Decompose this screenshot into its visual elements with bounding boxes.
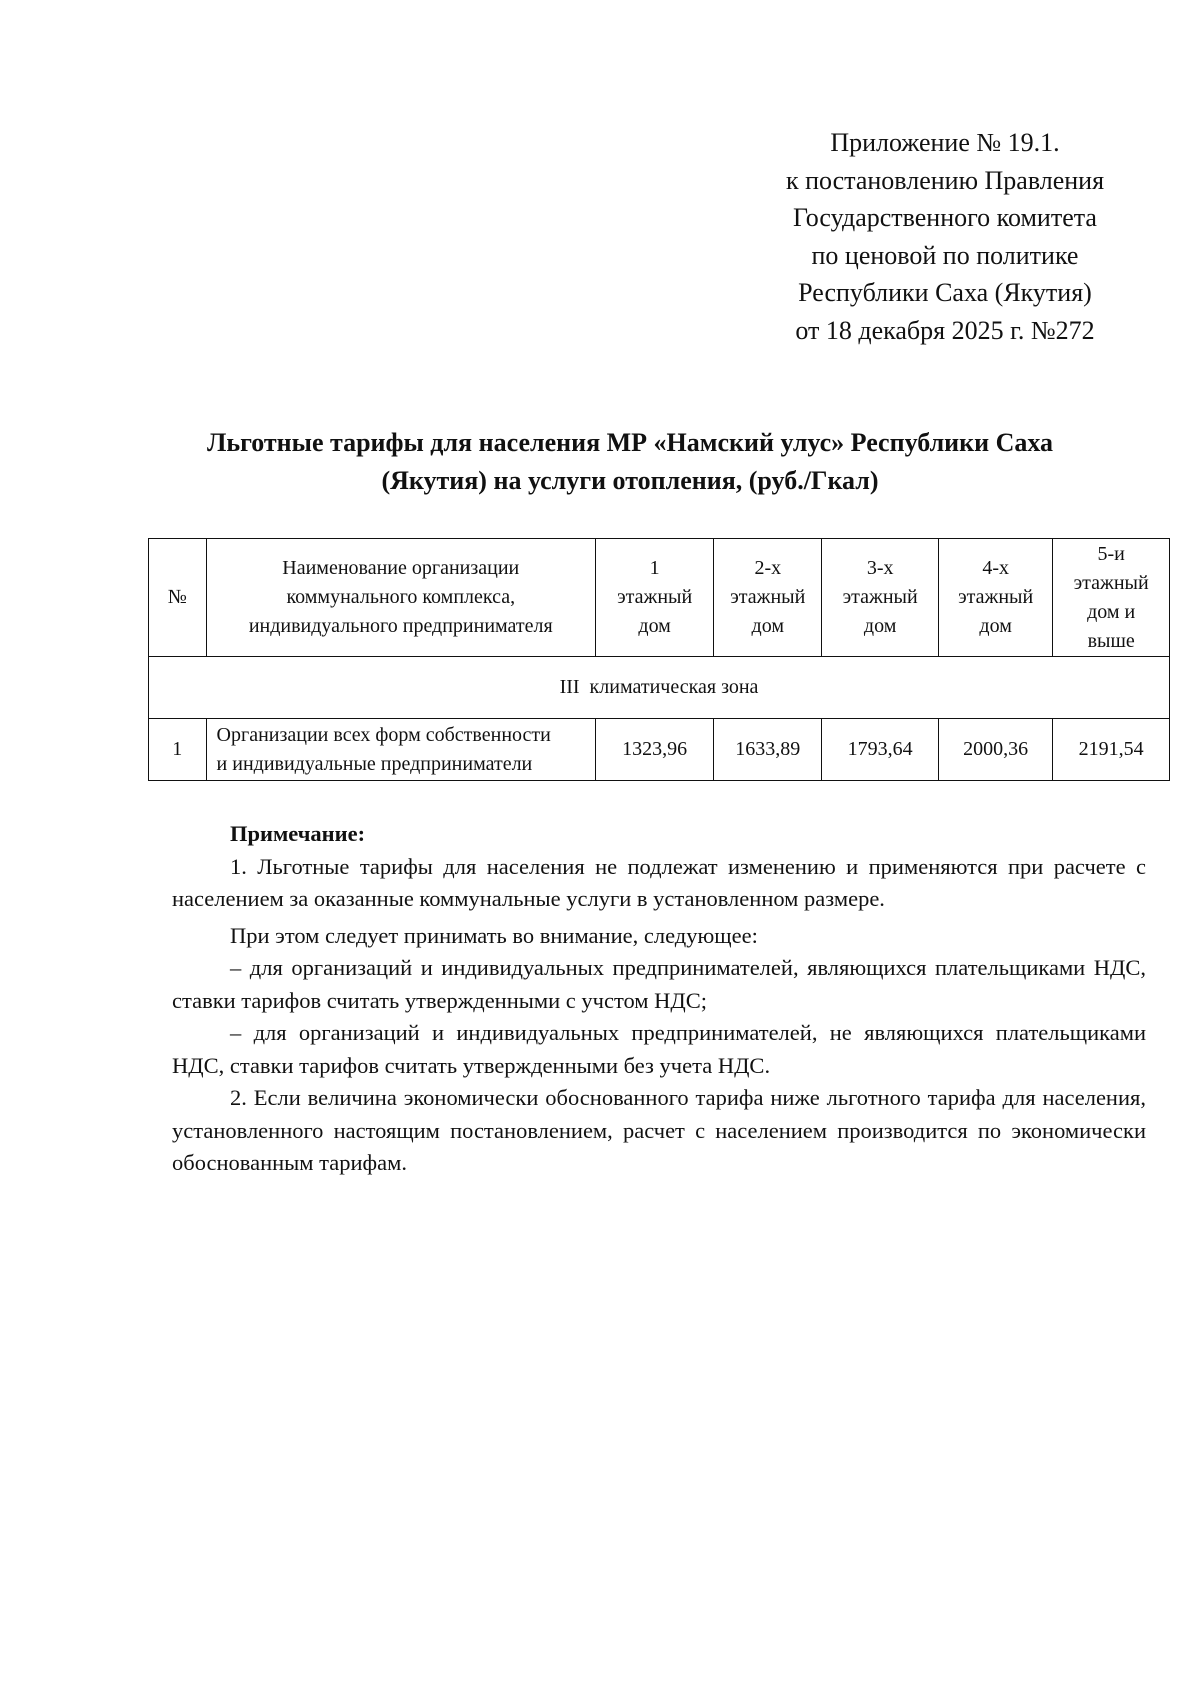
appendix-line: Государственного комитета [793,203,1097,232]
header-col-1: 1 этажный дом [596,539,714,657]
note-paragraph: 1. Льготные тарифы для населения не подлежат изменению и применяются при расчете с населением за оказанные коммунальные услуги в установленном размере. [172,853,1146,911]
value-cell: 1633,89 [714,719,822,781]
header-col-2: 2-х этажный дом [714,539,822,657]
value-cell: 2000,36 [938,719,1052,781]
value-cell: 2191,54 [1053,719,1170,781]
row-num-cell: 1 [149,719,207,781]
appendix-line: от 18 декабря 2025 г. №272 [795,315,1095,345]
header-col-3: 3-х этажный дом [822,539,939,657]
title-line: (Якутия) на услуги отопления, (руб./Гкал) [381,466,879,495]
note-paragraph: 2. Если величина экономически обоснованного тарифа ниже льготного тарифа для населения, установленного настоящим постановлением, расчет с населением производится по экономически обоснованным тарифам. [172,1085,1146,1175]
table-zone-row [149,657,1170,719]
notes-section [172,818,1146,1180]
note-paragraph: – для организаций и индивидуальных предпринимателей, не являющихся плательщиками НДС, ставки тарифов считать утвержденными без учета НДС. [172,1020,1146,1078]
header-num: № [149,539,207,657]
header-name: Наименование организации коммунального комплекса, индивидуального предпринимателя [206,539,595,657]
value-cell: 1323,96 [596,719,714,781]
tariff-table [148,538,1170,781]
row-name-cell: Организации всех форм собственности и индивидуальные предприниматели [206,719,595,781]
document-title [150,424,1110,500]
title-line: Льготные тарифы для населения МР «Намский улус» Республики Саха [206,428,1054,457]
header-col-5: 5-и этажный дом и выше [1053,539,1170,657]
value-cell: 1793,64 [822,719,939,781]
appendix-line: по ценовой по политике [811,240,1079,270]
note-paragraph: При этом следует принимать во внимание, следующее: [230,922,758,948]
appendix-line: к постановлению Правления [785,165,1105,195]
header-col-4: 4-х этажный дом [938,539,1052,657]
table-row [149,719,1170,781]
zone-cell: III климатическая зона [149,657,1170,719]
appendix-line: Республики Саха (Якутия) [798,278,1092,307]
notes-heading: Примечание: [230,821,366,846]
appendix-line: Приложение № 19.1. [830,128,1060,157]
note-paragraph: – для организаций и индивидуальных предпринимателей, являющихся плательщиками НДС, ставки тарифов считать утвержденными с учстом НДС; [172,955,1146,1013]
appendix-block [760,124,1130,349]
table-header-row [149,539,1170,657]
